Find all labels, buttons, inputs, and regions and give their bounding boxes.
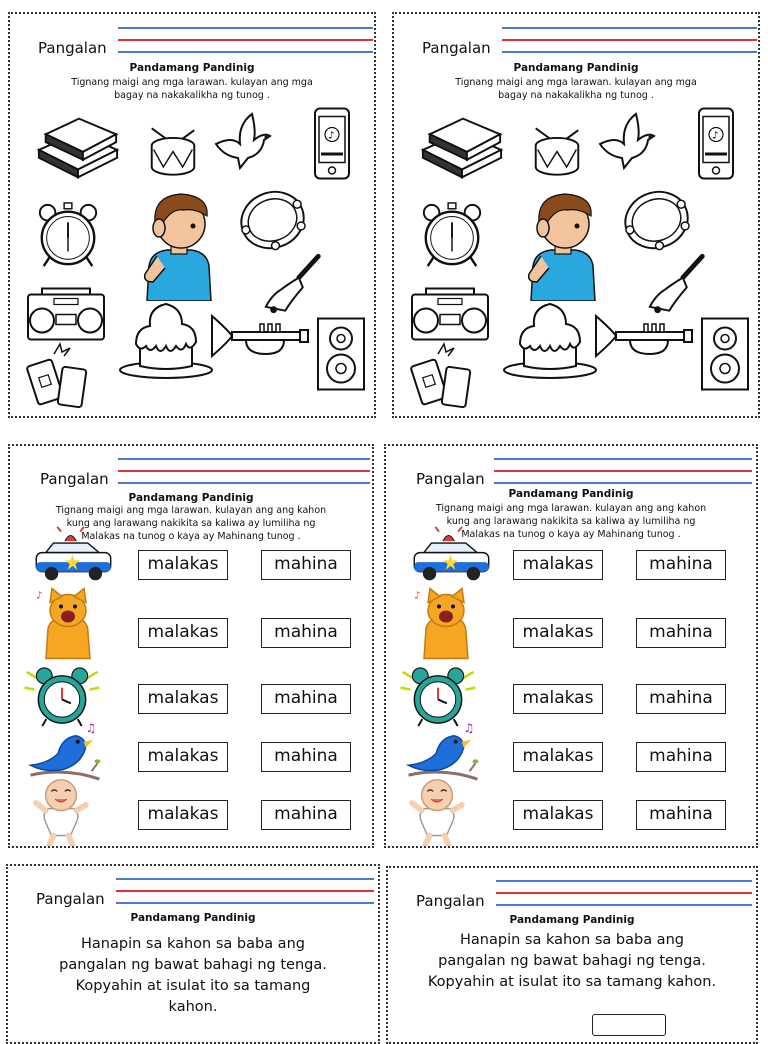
alarm-clock-icon	[398, 664, 478, 728]
worksheet-card-3	[8, 444, 374, 848]
boy-listening-icon	[522, 186, 604, 301]
police-car-icon	[28, 524, 118, 586]
mahina-option[interactable]: mahina	[636, 550, 726, 580]
name-writing-lines[interactable]	[502, 27, 757, 55]
worksheet-card-2	[392, 12, 760, 418]
name-label: Pangalan	[38, 39, 107, 57]
instruction-text	[10, 76, 374, 102]
dove-icon[interactable]	[594, 110, 664, 170]
cake-icon[interactable]	[500, 300, 600, 380]
malakas-option[interactable]: malakas	[513, 684, 603, 714]
instruction-line: kung ang larawang nakikita sa kaliwa ay lumiliha ng	[66, 518, 316, 529]
malakas-option[interactable]: malakas	[513, 800, 603, 830]
instruction-line: Kopyahin at isulat ito sa tamang	[75, 978, 311, 994]
worksheet-title: Pandamang Pandinig	[129, 62, 255, 74]
mahina-option[interactable]: mahina	[636, 684, 726, 714]
baby-icon	[408, 776, 466, 848]
bird-icon	[24, 720, 104, 784]
radio-icon[interactable]	[410, 286, 490, 342]
mahina-option[interactable]: mahina	[261, 742, 351, 772]
boy-listening-icon	[138, 186, 220, 301]
mahina-option[interactable]: mahina	[261, 684, 351, 714]
malakas-option[interactable]: malakas	[513, 550, 603, 580]
worksheet-title: Pandamang Pandinig	[513, 62, 639, 74]
instruction-line: Tignang maigi ang mga larawan. kulayan ang ang kahon	[55, 505, 327, 516]
cat-icon	[36, 586, 96, 662]
instruction-line: Malakas na tunog o kaya ay Mahinang tunog .	[81, 531, 301, 542]
malakas-option[interactable]: malakas	[138, 618, 228, 648]
phone-icon[interactable]	[696, 106, 736, 182]
alarm-clock-icon[interactable]	[418, 200, 486, 270]
bell-icon[interactable]	[260, 250, 328, 314]
malakas-option[interactable]: malakas	[138, 800, 228, 830]
cat-icon	[414, 586, 474, 662]
answer-box[interactable]	[592, 1014, 666, 1036]
instruction-line: pangalan ng bawat bahagi ng tenga.	[438, 953, 706, 969]
worksheet-title: Pandamang Pandinig	[508, 488, 634, 500]
name-writing-lines[interactable]	[118, 27, 373, 55]
instruction-line: Tignang maigi ang mga larawan. kulayan ang ang kahon	[435, 503, 707, 514]
trumpet-icon[interactable]	[210, 312, 310, 362]
speaker-icon[interactable]	[316, 316, 366, 392]
name-writing-lines[interactable]	[496, 880, 752, 908]
alarm-clock-icon	[22, 664, 102, 728]
name-label: Pangalan	[416, 470, 485, 488]
malakas-option[interactable]: malakas	[513, 742, 603, 772]
mahina-option[interactable]: mahina	[636, 742, 726, 772]
books-icon[interactable]	[34, 112, 122, 182]
phone-icon[interactable]	[312, 106, 352, 182]
alarm-clock-icon[interactable]	[34, 200, 102, 270]
trumpet-icon[interactable]	[594, 312, 694, 362]
malakas-option[interactable]: malakas	[513, 618, 603, 648]
worksheet-card-5	[6, 864, 380, 1044]
books-icon[interactable]	[418, 112, 506, 182]
instruction-line: Hanapin sa kahon sa baba ang	[81, 936, 305, 952]
malakas-option[interactable]: malakas	[138, 742, 228, 772]
speaker-icon[interactable]	[700, 316, 750, 392]
instruction-text	[394, 76, 758, 102]
dove-icon[interactable]	[210, 110, 280, 170]
worksheet-card-4	[384, 444, 758, 848]
instruction-line: Tignang maigi ang mga larawan. kulayan ang mga	[455, 77, 697, 88]
name-label: Pangalan	[422, 39, 491, 57]
police-car-icon	[406, 524, 496, 586]
instruction-line: kahon.	[168, 999, 218, 1015]
name-label: Pangalan	[40, 470, 109, 488]
worksheet-title: Pandamang Pandinig	[130, 912, 256, 924]
malakas-option[interactable]: malakas	[138, 684, 228, 714]
drum-icon[interactable]	[144, 124, 202, 178]
drum-icon[interactable]	[528, 124, 586, 178]
instruction-line: bagay na nakakalikha ng tunog .	[114, 90, 270, 101]
firecracker-icon[interactable]	[410, 340, 480, 410]
worksheet-title: Pandamang Pandinig	[128, 492, 254, 504]
instruction-text	[8, 934, 378, 1018]
name-writing-lines[interactable]	[494, 458, 752, 486]
name-writing-lines[interactable]	[116, 878, 374, 906]
instruction-line: Malakas na tunog o kaya ay Mahinang tunog .	[461, 529, 681, 540]
mahina-option[interactable]: mahina	[261, 800, 351, 830]
radio-icon[interactable]	[26, 286, 106, 342]
worksheet-card-1	[8, 12, 376, 418]
instruction-line: Tignang maigi ang mga larawan. kulayan ang mga	[71, 77, 313, 88]
bird-icon	[402, 720, 482, 784]
instruction-line: pangalan ng bawat bahagi ng tenga.	[59, 957, 327, 973]
baby-icon	[32, 776, 90, 848]
mahina-option[interactable]: mahina	[636, 800, 726, 830]
mahina-option[interactable]: mahina	[636, 618, 726, 648]
name-writing-lines[interactable]	[118, 458, 370, 486]
instruction-text	[388, 930, 756, 993]
malakas-option[interactable]: malakas	[138, 550, 228, 580]
instruction-line: Kopyahin at isulat ito sa tamang kahon.	[427, 974, 717, 990]
instruction-line: kung ang larawang nakikita sa kaliwa ay lumiliha ng	[446, 516, 696, 527]
name-label: Pangalan	[416, 892, 485, 910]
mahina-option[interactable]: mahina	[261, 618, 351, 648]
mahina-option[interactable]: mahina	[261, 550, 351, 580]
bell-icon[interactable]	[644, 250, 712, 314]
worksheet-title: Pandamang Pandinig	[509, 914, 635, 926]
name-label: Pangalan	[36, 890, 105, 908]
tambourine-icon[interactable]	[236, 186, 310, 256]
cake-icon[interactable]	[116, 300, 216, 380]
firecracker-icon[interactable]	[26, 340, 96, 410]
instruction-line: bagay na nakakalikha ng tunog .	[498, 90, 654, 101]
tambourine-icon[interactable]	[620, 186, 694, 256]
worksheet-card-6	[386, 866, 758, 1044]
instruction-line: Hanapin sa kahon sa baba ang	[460, 932, 684, 948]
